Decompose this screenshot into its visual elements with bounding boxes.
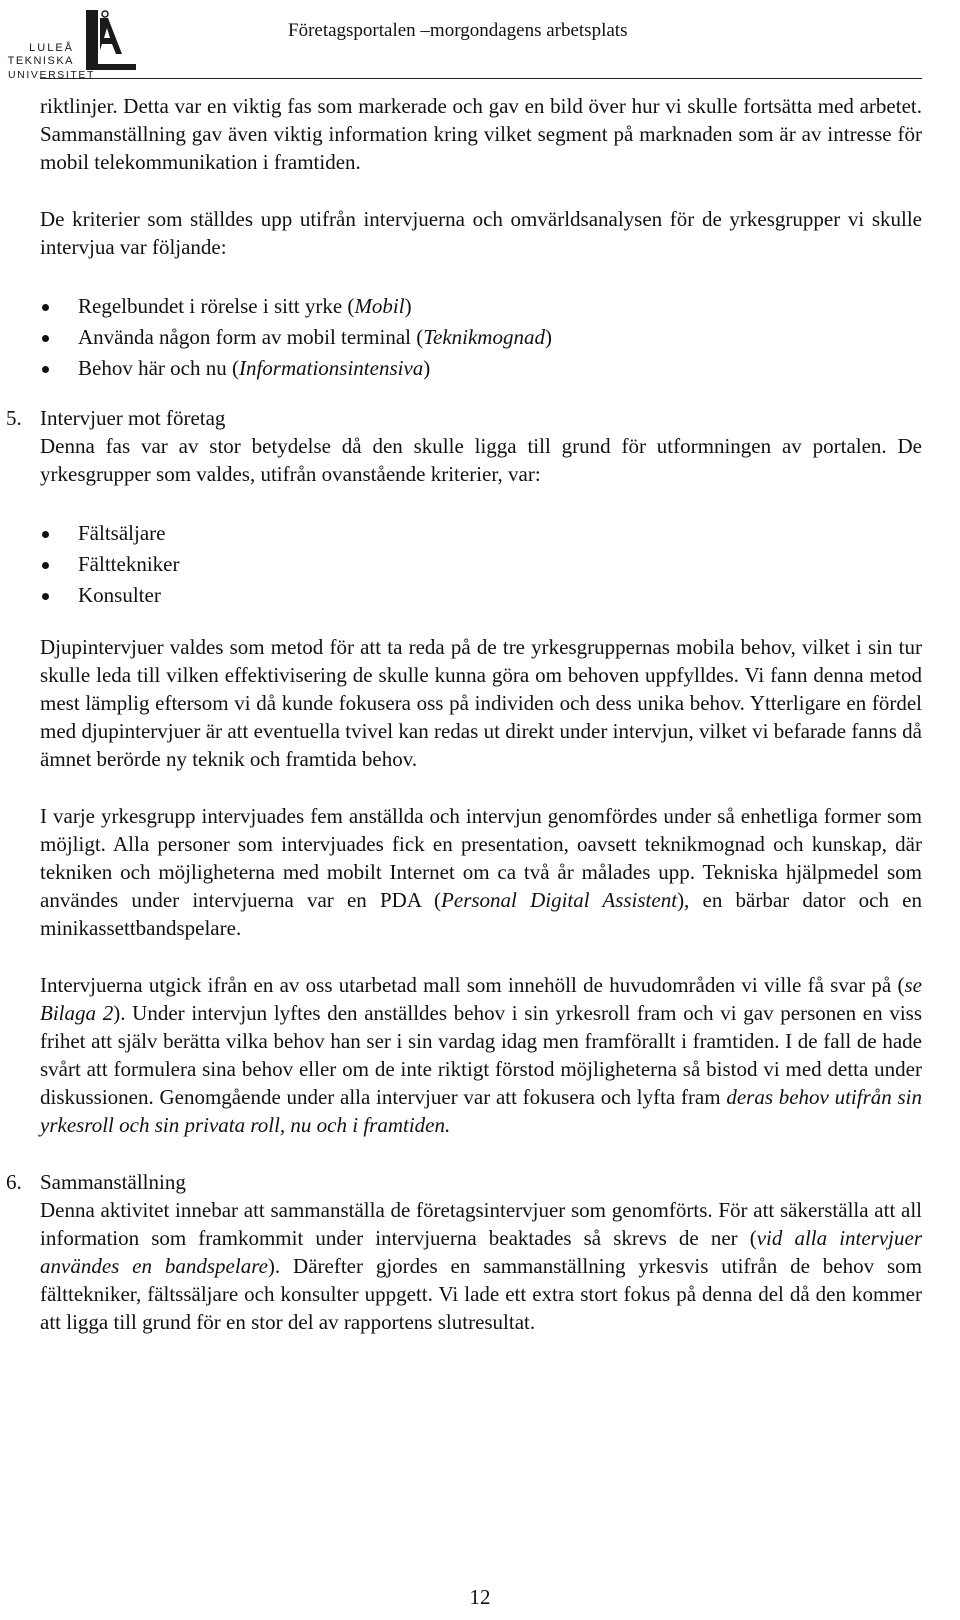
- section-number: 6.: [6, 1170, 22, 1194]
- list-item: Behov här och nu (Informationsintensiva): [40, 353, 922, 384]
- criteria-list: [40, 291, 922, 384]
- section-5-text: Denna fas var av stor betydelse då den skulle ligga till grund för utformningen av portalen. De yrkesgrupper som valdes, utifrån ovanstående kriterier, var:: [40, 434, 922, 486]
- list-item: Fältsäljare: [40, 518, 922, 549]
- occupation-list: [40, 518, 922, 611]
- running-header-title: Företagsportalen –morgondagens arbetsplats: [288, 20, 628, 41]
- bullet-icon: [42, 562, 49, 569]
- header-divider: [40, 78, 922, 79]
- section-heading: Sammanställning: [40, 1170, 186, 1194]
- list-item: Fälttekniker: [40, 549, 922, 580]
- list-item: Använda någon form av mobil terminal (Teknikmognad): [40, 322, 922, 353]
- section-6: [6, 1168, 923, 1336]
- paragraph-5: Intervjuerna utgick ifrån en av oss utarbetad mall som innehöll de huvudområden vi ville få svar på (se Bilaga 2). Under intervjun lyftes den anställdes behov i sin yrkesroll fram och vi gav personen en viss frihet att själv berätta vilka behov han ser i sin vardag idag men framförallt i framtiden. I de fall de hade svårt att formulera sina behov eller om de inte riktigt förstod möjligheterna så bistod vi med detta under diskussionen. Genomgående under alla intervjuer var att fokusera och lyfta fram deras behov utifrån sin yrkesroll och sin privata roll, nu och i framtiden.: [40, 973, 923, 1137]
- list-item: Regelbundet i rörelse i sitt yrke (Mobil): [40, 291, 922, 322]
- bullet-icon: [42, 593, 49, 600]
- bullet-icon: [42, 366, 49, 373]
- list-item: Konsulter: [40, 580, 922, 611]
- section-heading: Intervjuer mot företag: [40, 406, 226, 430]
- ltu-logo-icon: [4, 6, 144, 84]
- paragraph-4: I varje yrkesgrupp intervjuades fem anställda och intervjun genomfördes under så enhetliga former som möjligt. Alla personer som intervjuades fick en presentation, oavsett teknikmognad och kunskap, där tekniken och möjligheterna med mobilt Internet om ca två år målades upp. Tekniska hjälpmedel som användes under intervjuerna var en PDA (Personal Digital Assistent), en bärbar dator och en minikassettbandspelare.: [40, 804, 923, 940]
- logo-line-1: LULEÅ: [29, 42, 74, 54]
- body-text: [6, 92, 923, 1336]
- bullet-icon: [42, 304, 49, 311]
- section-5: [6, 404, 922, 488]
- paragraph-1: riktlinjer. Detta var en viktig fas som markerade och gav en bild över hur vi skulle fortsätta med arbetet. Sammanställning gav även viktig information kring vilket segment på marknaden som är av intresse för mobil telekommunikation i framtiden.: [40, 94, 922, 174]
- bullet-icon: [42, 335, 49, 342]
- page-header: [0, 0, 960, 86]
- paragraph-2: De kriterier som ställdes upp utifrån intervjuerna och omvärldsanalysen för de yrkesgrupper vi skulle intervjua var följande:: [40, 207, 922, 259]
- section-6-text: Denna aktivitet innebar att sammanställa de företagsintervjuer som genomförts. För att säkerställa att all information som framkommit under intervjuerna beaktades så skrevs de ner (vid alla intervjuer användes en bandspelare). Därefter gjordes en sammanställning yrkesvis utifrån de behov som fälttekniker, fältssäljare och konsulter uppgett. Vi lade ett extra stort fokus på denna del då den kommer att ligga till grund för en stor del av rapportens slutresultat.: [40, 1198, 923, 1334]
- logo-line-3: UNIVERSITET: [8, 69, 96, 81]
- logo-line-2: TEKNISKA: [7, 55, 74, 67]
- page-number: 12: [469, 1585, 491, 1609]
- bullet-icon: [42, 531, 49, 538]
- paragraph-3: Djupintervjuer valdes som metod för att ta reda på de tre yrkesgruppernas mobila behov, vilket i sin tur skulle leda till vilken effektivisering de skulle kunna göra om behoven uppfylldes. Vi fann denna metod mest lämplig eftersom vi då kunde fokusera oss på individen och dess unika behov. Ytterligare en fördel med djupintervjuer är att eventuella tvivel kan redas ut direkt under intervjun, vilket vi befarade fanns då ämnet berörde ny teknik och framtida behov.: [40, 635, 922, 771]
- section-number: 5.: [6, 406, 22, 430]
